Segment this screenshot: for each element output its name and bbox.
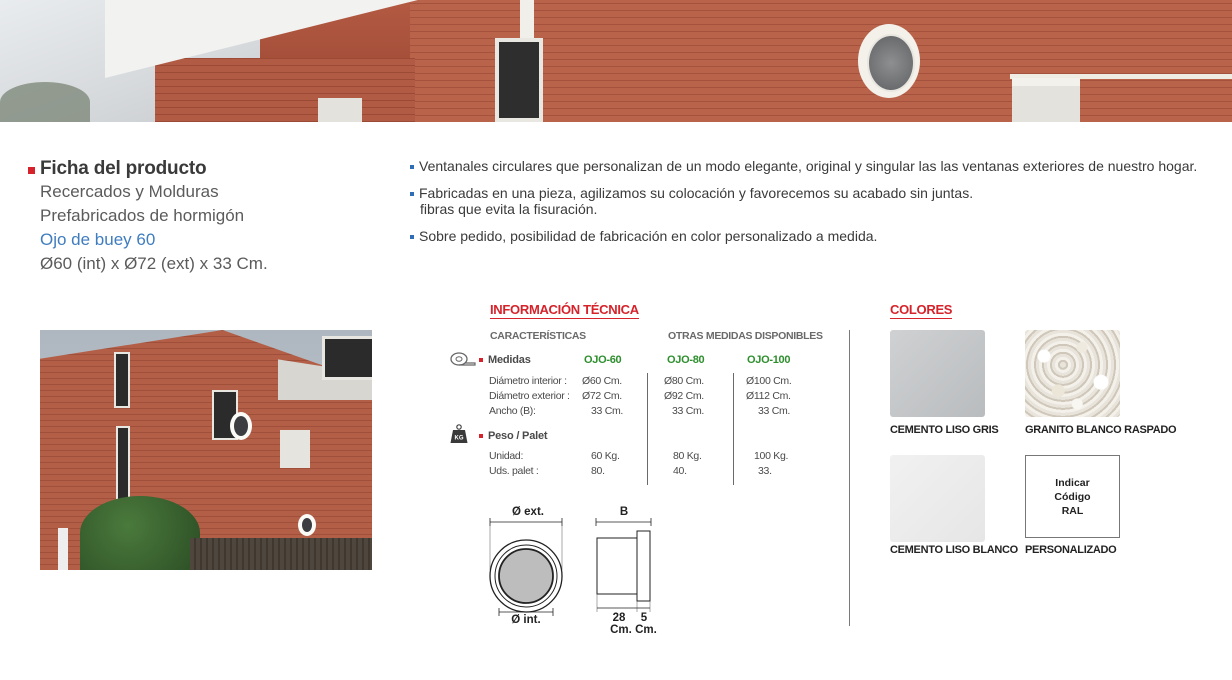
bullet-icon xyxy=(410,165,414,169)
colors-title: COLORES xyxy=(890,302,953,317)
model-ojo-80: OJO-80 xyxy=(667,354,705,366)
svg-text:Cm.: Cm. xyxy=(610,624,632,636)
column-divider xyxy=(647,373,648,485)
tape-measure-icon xyxy=(450,352,476,366)
svg-text:5: 5 xyxy=(640,612,648,624)
bullet-icon xyxy=(410,192,414,196)
table-cell: 33 Cm. xyxy=(758,405,791,417)
swatch-granito-blanco xyxy=(1025,330,1120,417)
product-photo xyxy=(40,330,372,570)
section-peso: Peso / Palet xyxy=(479,430,547,442)
svg-text:Cm.: Cm. xyxy=(635,624,657,636)
table-cell: Ø60 Cm. xyxy=(582,375,622,387)
swatch-label: GRANITO BLANCO RASPADO xyxy=(1025,424,1177,436)
svg-text:Ø int.: Ø int. xyxy=(511,614,541,626)
table-cell: 33 Cm. xyxy=(672,405,705,417)
table-cell: Ø112 Cm. xyxy=(746,390,791,402)
table-cell: 40. xyxy=(673,465,687,477)
swatch-personalizado: Indicar Código RAL xyxy=(1025,455,1120,538)
product-subcategory: Prefabricados de hormigón xyxy=(40,206,245,225)
row-label: Ancho (B): xyxy=(489,405,536,417)
svg-text:KG: KG xyxy=(454,435,464,442)
swatch-label: CEMENTO LISO GRIS xyxy=(890,424,999,436)
row-label: Uds. palet : xyxy=(489,465,539,477)
table-cell: Ø100 Cm. xyxy=(746,375,792,387)
product-info xyxy=(28,158,268,276)
col-header-features: CARACTERÍSTICAS xyxy=(490,330,586,342)
table-cell: 33 Cm. xyxy=(591,405,624,417)
table-cell: 80. xyxy=(591,465,605,477)
col-header-other: OTRAS MEDIDAS DISPONIBLES xyxy=(668,330,823,342)
weight-kg-icon xyxy=(450,424,468,444)
round-window-image xyxy=(858,24,920,98)
product-category: Recercados y Molduras xyxy=(40,182,219,201)
tech-title: INFORMACIÓN TÉCNICA xyxy=(490,302,639,317)
row-label: Diámetro exterior : xyxy=(489,390,570,402)
table-cell: 100 Kg. xyxy=(754,450,789,462)
bullet-icon xyxy=(410,235,414,239)
product-name: Ojo de buey 60 xyxy=(40,230,156,249)
swatch-cemento-gris xyxy=(890,330,985,417)
table-cell: 33. xyxy=(758,465,772,477)
list-item: Ventanales circulares que personalizan de un modo elegante, original y singular las las ventanas exteriores de nuestro hogar. xyxy=(410,158,1197,174)
table-cell: Ø72 Cm. xyxy=(582,390,622,402)
row-label: Diámetro interior : xyxy=(489,375,567,387)
model-ojo-100: OJO-100 xyxy=(747,354,791,366)
swatch-label: PERSONALIZADO xyxy=(1025,544,1117,556)
section-medidas: Medidas xyxy=(479,354,531,366)
product-heading: Ficha del producto xyxy=(40,158,207,179)
list-item: Sobre pedido, posibilidad de fabricación en color personalizado a medida. xyxy=(410,228,1197,244)
red-square-icon xyxy=(28,167,35,174)
row-label: Unidad: xyxy=(489,450,524,462)
list-item: Fabricadas en una pieza, agilizamos su colocación y favorecemos su acabado sin juntas. fibras que evita la fisuración. xyxy=(410,185,1197,217)
swatch-cemento-blanco xyxy=(890,455,985,542)
section-divider xyxy=(849,330,850,626)
table-cell: Ø92 Cm. xyxy=(664,390,704,402)
swatch-label: CEMENTO LISO BLANCO xyxy=(890,544,1018,556)
svg-text:28: 28 xyxy=(612,612,626,624)
product-dimensions: Ø60 (int) x Ø72 (ext) x 33 Cm. xyxy=(40,254,268,273)
model-ojo-60: OJO-60 xyxy=(584,354,622,366)
table-cell: 80 Kg. xyxy=(673,450,702,462)
svg-text:B: B xyxy=(619,506,629,518)
column-divider xyxy=(733,373,734,485)
feature-list xyxy=(410,158,1197,255)
svg-text:Ø ext.: Ø ext. xyxy=(512,506,544,518)
hero-banner-image xyxy=(0,0,1232,122)
table-cell: 60 Kg. xyxy=(591,450,620,462)
table-cell: Ø80 Cm. xyxy=(664,375,704,387)
technical-drawing xyxy=(482,500,682,640)
